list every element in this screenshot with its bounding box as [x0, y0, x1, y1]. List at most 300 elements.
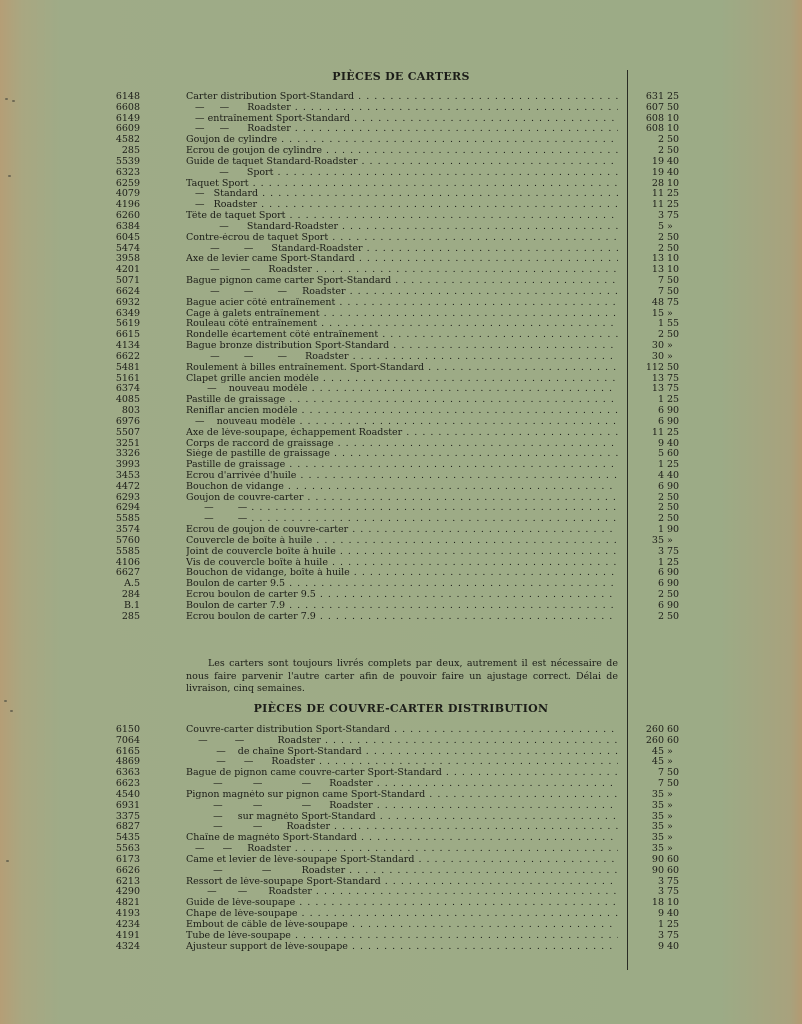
part-row: [0, 395, 802, 406]
price-centimes: 90: [667, 415, 680, 427]
price-francs: 112: [645, 361, 664, 373]
part-number: 5585: [115, 513, 140, 525]
price-francs: 7: [657, 767, 664, 779]
price-centimes: 50: [667, 491, 680, 503]
paper-speck: [10, 710, 13, 712]
part-description: Corps de raccord de graissage . . .: [186, 439, 618, 450]
part-number: 4290: [115, 886, 140, 898]
part-number: 4821: [115, 897, 140, 909]
part-description: — — Roadster . . .: [186, 736, 618, 747]
part-number: 4106: [115, 556, 140, 568]
price-francs: 1: [657, 459, 664, 471]
price-centimes: 90: [667, 599, 680, 611]
price-francs: 607: [645, 101, 664, 113]
part-number: 803: [121, 405, 140, 417]
part-description: Taquet Sport . . .: [186, 179, 618, 190]
part-number: 3453: [115, 469, 140, 481]
price-centimes: »: [667, 810, 673, 822]
price-centimes: 25: [667, 188, 680, 200]
price-centimes: 60: [667, 724, 680, 735]
price-centimes: 10: [667, 177, 680, 189]
part-description: — — . . .: [186, 514, 618, 525]
price-francs: 2: [657, 513, 664, 525]
part-description: Ecrou d'arrivée d'huile . . .: [186, 471, 618, 482]
price-francs: 2: [657, 145, 664, 157]
part-description: — Roadster . . .: [186, 200, 618, 211]
price-francs: 6: [657, 578, 664, 590]
part-description: Bague de pignon came couvre-carter Sport-Standard . . .: [186, 768, 618, 779]
part-description: Ecrou boulon de carter 9.5 . . .: [186, 590, 618, 601]
price-centimes: »: [667, 534, 673, 546]
part-number: 6627: [115, 567, 140, 579]
price-centimes: 25: [667, 426, 680, 438]
part-description: Contre-écrou de taquet Sport . . .: [186, 233, 618, 244]
price-centimes: 75: [667, 383, 680, 395]
part-number: 6349: [115, 307, 140, 319]
part-number: 4472: [115, 480, 140, 492]
price-centimes: 50: [667, 134, 680, 146]
price-francs: 6: [657, 480, 664, 492]
price-francs: 3: [657, 545, 664, 557]
part-row: [0, 942, 802, 953]
price-francs: 30: [651, 340, 664, 352]
part-description: — — — Roadster . . .: [186, 801, 618, 812]
price-francs: 3: [657, 886, 664, 898]
part-description: — de chaîne Sport-Standard . . .: [186, 747, 618, 758]
part-row: [0, 168, 802, 179]
price-centimes: »: [667, 340, 673, 352]
part-description: — — — Roadster . . .: [186, 779, 618, 790]
price-centimes: 40: [667, 940, 680, 952]
part-description: Rondelle écartement côté entraînement . . .: [186, 330, 618, 341]
price-centimes: 40: [667, 437, 680, 449]
part-number: 6148: [115, 91, 140, 102]
price-francs: 260: [645, 734, 664, 746]
price-francs: 19: [651, 155, 664, 167]
part-description: — Standard . . .: [186, 189, 618, 200]
price-centimes: »: [667, 745, 673, 757]
price-francs: 35: [651, 799, 664, 811]
part-number: 6293: [115, 491, 140, 503]
price-francs: 6: [657, 415, 664, 427]
price-centimes: 75: [667, 545, 680, 557]
price-francs: 7: [657, 778, 664, 790]
part-description: Rouleau côté entraînement . . .: [186, 319, 618, 330]
part-description: Couvercle de boîte à huile . . .: [186, 536, 618, 547]
part-price: [634, 801, 690, 812]
part-number: 5474: [115, 242, 140, 254]
price-francs: 2: [657, 134, 664, 146]
part-description: Goujon de cylindre . . .: [186, 135, 618, 146]
part-number: 285: [121, 610, 140, 622]
part-row: [0, 931, 802, 942]
price-centimes: 60: [667, 853, 680, 865]
part-description: — — Roadster . . .: [186, 822, 618, 833]
part-description: Ajusteur support de lève-soupape . . .: [186, 942, 618, 953]
part-row: [0, 579, 802, 590]
part-number: 6259: [115, 177, 140, 189]
part-description: Goujon de couvre-carter . . .: [186, 493, 618, 504]
part-description: Carter distribution Sport-Standard . . .: [186, 92, 618, 103]
part-number: 6173: [115, 853, 140, 865]
part-number: 6260: [115, 210, 140, 222]
section-title-carters: PIÈCES DE CARTERS: [332, 70, 470, 83]
part-number: 6827: [115, 821, 140, 833]
part-number: 4540: [115, 788, 140, 800]
part-description: Guide de lève-soupape . . .: [186, 898, 618, 909]
part-description: — — Roadster . . .: [186, 103, 618, 114]
price-centimes: 50: [667, 767, 680, 779]
part-description: — — — Roadster . . .: [186, 287, 618, 298]
price-francs: 13: [651, 253, 664, 265]
part-row: [0, 547, 802, 558]
price-centimes: 40: [667, 166, 680, 178]
price-centimes: 50: [667, 778, 680, 790]
part-number: 5563: [115, 843, 140, 855]
price-francs: 2: [657, 491, 664, 503]
price-centimes: »: [667, 307, 673, 319]
part-number: 4079: [115, 188, 140, 200]
part-description: Roulement à billes entraînement. Sport-Standard . . .: [186, 363, 618, 374]
paper-speck: [6, 860, 9, 862]
price-centimes: 25: [667, 199, 680, 211]
part-price: [634, 298, 690, 309]
part-description: — — Standard-Roadster . . .: [186, 244, 618, 255]
price-centimes: 10: [667, 112, 680, 124]
price-centimes: 50: [667, 101, 680, 113]
part-description: Chape de lève-soupape . . .: [186, 909, 618, 920]
part-number: 4196: [115, 199, 140, 211]
part-number: 6384: [115, 220, 140, 232]
price-centimes: 50: [667, 285, 680, 297]
price-centimes: 90: [667, 405, 680, 417]
price-centimes: 50: [667, 502, 680, 514]
part-number: 4324: [115, 940, 140, 952]
part-number: 6165: [115, 745, 140, 757]
price-francs: 1: [657, 918, 664, 930]
part-description: Pastille de graissage . . .: [186, 460, 618, 471]
price-francs: 4: [657, 469, 664, 481]
price-francs: 11: [651, 199, 664, 211]
price-francs: 6: [657, 599, 664, 611]
part-price: [634, 168, 690, 179]
price-francs: 631: [645, 91, 664, 102]
part-description: — — — Roadster . . .: [186, 352, 618, 363]
part-number: 4085: [115, 394, 140, 406]
price-centimes: 25: [667, 459, 680, 471]
part-description: — nouveau modèle . . .: [186, 384, 618, 395]
part-number: 6608: [115, 101, 140, 113]
part-number: 3251: [115, 437, 140, 449]
price-francs: 35: [651, 788, 664, 800]
part-description: Ecrou boulon de carter 7.9 . . .: [186, 612, 618, 623]
price-centimes: 75: [667, 210, 680, 222]
part-description: Ressort de lève-soupape Sport-Standard . . .: [186, 877, 618, 888]
price-centimes: 10: [667, 123, 680, 135]
part-number: 6149: [115, 112, 140, 124]
price-centimes: »: [667, 788, 673, 800]
part-row: [0, 866, 802, 877]
part-number: 5507: [115, 426, 140, 438]
price-francs: 35: [651, 821, 664, 833]
part-description: Siège de pastille de graissage . . .: [186, 449, 618, 460]
part-number: A.5: [124, 578, 140, 590]
price-centimes: 50: [667, 589, 680, 601]
part-description: — Standard-Roadster . . .: [186, 222, 618, 233]
price-centimes: 60: [667, 864, 680, 876]
price-centimes: »: [667, 756, 673, 768]
part-row: [0, 428, 802, 439]
part-number: 5619: [115, 318, 140, 330]
price-centimes: 75: [667, 886, 680, 898]
price-francs: 13: [651, 372, 664, 384]
part-description: — entraînement Sport-Standard . . .: [186, 114, 618, 125]
part-number: 5539: [115, 155, 140, 167]
part-number: B.1: [123, 599, 140, 611]
price-francs: 2: [657, 610, 664, 622]
price-centimes: 60: [667, 448, 680, 460]
price-francs: 2: [657, 242, 664, 254]
part-number: 6976: [115, 415, 140, 427]
price-francs: 1: [657, 524, 664, 536]
price-centimes: 10: [667, 897, 680, 909]
part-number: 4869: [115, 756, 140, 768]
part-description: Axe de lève-soupape, échappement Roadster . . .: [186, 428, 618, 439]
part-row: [0, 363, 802, 374]
price-francs: 5: [657, 448, 664, 460]
part-price: [634, 942, 690, 953]
price-francs: 2: [657, 329, 664, 341]
part-number: 3958: [115, 253, 140, 265]
paper-speck: [4, 700, 7, 702]
price-francs: 9: [657, 940, 664, 952]
part-description: Boulon de carter 9.5 . . .: [186, 579, 618, 590]
price-centimes: 40: [667, 908, 680, 920]
price-francs: 2: [657, 231, 664, 243]
price-francs: 90: [651, 864, 664, 876]
price-centimes: 50: [667, 231, 680, 243]
part-description: Joint de couvercle boîte à huile . . .: [186, 547, 618, 558]
price-centimes: »: [667, 350, 673, 362]
price-centimes: »: [667, 843, 673, 855]
part-number: 5071: [115, 275, 140, 287]
price-francs: 1: [657, 556, 664, 568]
part-description: — Sport . . .: [186, 168, 618, 179]
price-centimes: 55: [667, 318, 680, 330]
price-centimes: 90: [667, 480, 680, 492]
part-number: 6609: [115, 123, 140, 135]
price-francs: 19: [651, 166, 664, 178]
part-description: — — Roadster . . .: [186, 844, 618, 855]
price-francs: 3: [657, 210, 664, 222]
part-number: 4582: [115, 134, 140, 146]
part-number: 6615: [115, 329, 140, 341]
part-number: 6931: [115, 799, 140, 811]
part-description: Cage à galets entraînement . . .: [186, 309, 618, 320]
part-description: Boulon de carter 7.9 . . .: [186, 601, 618, 612]
price-francs: 13: [651, 264, 664, 276]
part-number: 3375: [115, 810, 140, 822]
part-number: 6626: [115, 864, 140, 876]
part-number: 3574: [115, 524, 140, 536]
part-number: 5760: [115, 534, 140, 546]
part-description: Tête de taquet Sport . . .: [186, 211, 618, 222]
price-francs: 45: [651, 745, 664, 757]
part-description: Bouchon de vidange . . .: [186, 482, 618, 493]
price-francs: 608: [645, 123, 664, 135]
part-description: Guide de taquet Standard-Roadster . . .: [186, 157, 618, 168]
part-description: Ecrou de goujon de couvre-carter . . .: [186, 525, 618, 536]
part-description: Pastille de graissage . . .: [186, 395, 618, 406]
price-centimes: 90: [667, 524, 680, 536]
part-description: Chaîne de magnéto Sport-Standard . . .: [186, 833, 618, 844]
price-centimes: 40: [667, 469, 680, 481]
part-number: 4193: [115, 908, 140, 920]
part-number: 7064: [115, 734, 140, 746]
part-row: [0, 612, 802, 623]
part-description: Tube de lève-soupape . . .: [186, 931, 618, 942]
part-description: Couvre-carter distribution Sport-Standard . . .: [186, 725, 618, 736]
price-francs: 15: [651, 307, 664, 319]
part-row: [0, 590, 802, 601]
part-number: 4191: [115, 929, 140, 941]
price-francs: 3: [657, 875, 664, 887]
price-centimes: 10: [667, 253, 680, 265]
price-francs: 260: [645, 724, 664, 735]
paper-speck: [12, 100, 15, 102]
price-francs: 35: [651, 534, 664, 546]
part-price: [634, 612, 690, 623]
part-description: — — Roadster . . .: [186, 124, 618, 135]
price-centimes: 90: [667, 567, 680, 579]
part-number: 285: [121, 145, 140, 157]
part-description: — sur magnéto Sport-Standard . . .: [186, 812, 618, 823]
price-francs: 7: [657, 285, 664, 297]
part-row: [0, 801, 802, 812]
part-number: 5481: [115, 361, 140, 373]
part-number: 6045: [115, 231, 140, 243]
price-francs: 18: [651, 897, 664, 909]
price-centimes: »: [667, 799, 673, 811]
part-description: — — Roadster . . .: [186, 866, 618, 877]
carters-parts-list: [0, 92, 802, 623]
part-number: 5161: [115, 372, 140, 384]
part-description: Embout de câble de lève-soupape . . .: [186, 920, 618, 931]
part-description: — — Roadster . . .: [186, 757, 618, 768]
part-description: Came et levier de lève-soupape Sport-Standard . . .: [186, 855, 618, 866]
part-number: 6213: [115, 875, 140, 887]
price-francs: 30: [651, 350, 664, 362]
price-francs: 13: [651, 383, 664, 395]
part-price: [634, 931, 690, 942]
price-francs: 35: [651, 832, 664, 844]
price-francs: 1: [657, 394, 664, 406]
part-price: [634, 363, 690, 374]
part-description: Axe de levier came Sport-Standard . . .: [186, 254, 618, 265]
part-row: [0, 135, 802, 146]
price-francs: 2: [657, 502, 664, 514]
price-centimes: 25: [667, 394, 680, 406]
price-centimes: 90: [667, 578, 680, 590]
price-francs: 1: [657, 318, 664, 330]
part-description: Reniflar ancien modèle . . .: [186, 406, 618, 417]
part-number: 6624: [115, 285, 140, 297]
price-francs: 9: [657, 908, 664, 920]
price-centimes: 60: [667, 734, 680, 746]
part-price: [634, 233, 690, 244]
price-centimes: 50: [667, 145, 680, 157]
part-number: 6623: [115, 778, 140, 790]
price-centimes: 25: [667, 91, 680, 102]
part-description: Bouchon de vidange, boîte à huile . . .: [186, 568, 618, 579]
price-francs: 90: [651, 853, 664, 865]
price-centimes: 50: [667, 513, 680, 525]
part-number: 6150: [115, 724, 140, 735]
price-francs: 35: [651, 810, 664, 822]
price-centimes: 75: [667, 372, 680, 384]
part-number: 5435: [115, 832, 140, 844]
price-francs: 45: [651, 756, 664, 768]
part-description: Bague acier côté entraînement . . .: [186, 298, 618, 309]
price-centimes: »: [667, 821, 673, 833]
price-francs: 11: [651, 426, 664, 438]
part-number: 6374: [115, 383, 140, 395]
part-number: 4134: [115, 340, 140, 352]
price-centimes: 50: [667, 329, 680, 341]
part-description: — — Roadster . . .: [186, 887, 618, 898]
part-description: — — Roadster . . .: [186, 265, 618, 276]
part-number: 6294: [115, 502, 140, 514]
price-francs: 28: [651, 177, 664, 189]
part-row: [0, 298, 802, 309]
price-francs: 48: [651, 296, 664, 308]
part-description: Bague pignon came carter Sport-Standard . . .: [186, 276, 618, 287]
price-francs: 7: [657, 275, 664, 287]
price-francs: 6: [657, 567, 664, 579]
price-francs: 9: [657, 437, 664, 449]
part-number: 3993: [115, 459, 140, 471]
part-price: [634, 547, 690, 558]
price-francs: 35: [651, 843, 664, 855]
part-price: [634, 866, 690, 877]
part-description: Bague bronze distribution Sport-Standard . . .: [186, 341, 618, 352]
part-description: Ecrou de goujon de cylindre . . .: [186, 146, 618, 157]
part-row: [0, 233, 802, 244]
price-centimes: »: [667, 220, 673, 232]
price-centimes: 25: [667, 918, 680, 930]
part-description: — — . . .: [186, 503, 618, 514]
part-number: 6622: [115, 350, 140, 362]
price-centimes: 50: [667, 610, 680, 622]
couvre-carter-parts-list: [0, 725, 802, 952]
price-centimes: 75: [667, 875, 680, 887]
section-title-couvre-carter: PIÈCES DE COUVRE-CARTER DISTRIBUTION: [253, 702, 549, 715]
part-description: Pignon magnéto sur pignon came Sport-Standard . . .: [186, 790, 618, 801]
part-description: Clapet grille ancien modèle . . .: [186, 374, 618, 385]
price-centimes: 50: [667, 275, 680, 287]
part-number: 4201: [115, 264, 140, 276]
part-price: [634, 428, 690, 439]
part-number: 6323: [115, 166, 140, 178]
price-centimes: 75: [667, 296, 680, 308]
part-description: — nouveau modèle . . .: [186, 417, 618, 428]
part-number: 284: [121, 589, 140, 601]
price-centimes: 10: [667, 264, 680, 276]
part-number: 6363: [115, 767, 140, 779]
price-francs: 3: [657, 929, 664, 941]
price-francs: 11: [651, 188, 664, 200]
price-francs: 5: [657, 220, 664, 232]
